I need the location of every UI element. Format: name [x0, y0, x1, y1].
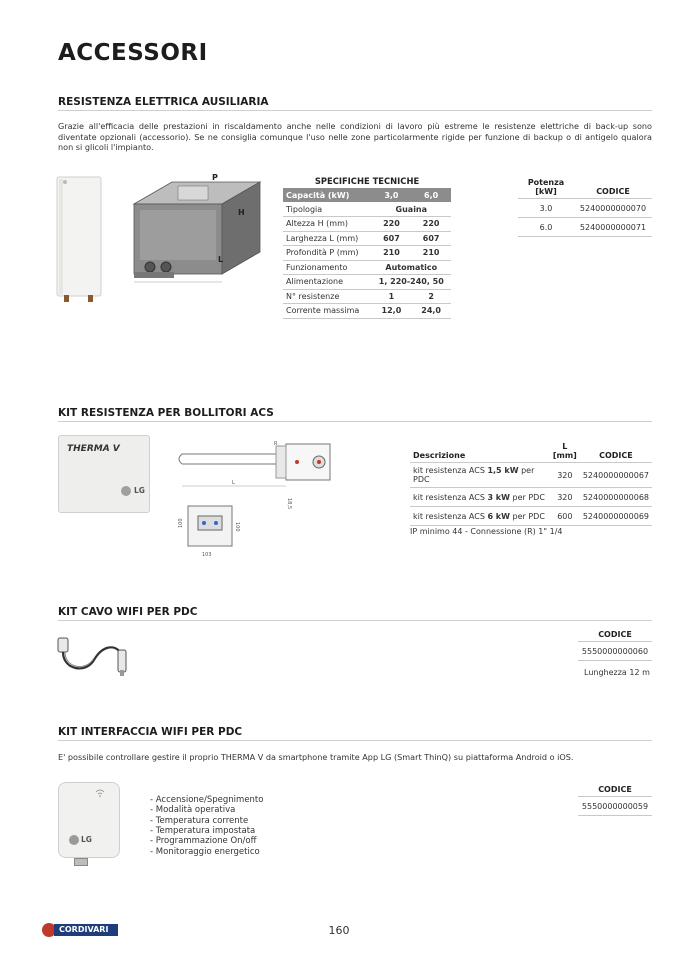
length-value: 600 — [550, 507, 580, 526]
list-item: - Monitoraggio energetico — [150, 846, 260, 857]
power-code-table — [518, 176, 652, 237]
spec-value: 607 — [411, 231, 451, 246]
wifi-cable-code-table — [578, 628, 652, 661]
lg-logo-icon — [121, 486, 131, 496]
spec-label: Tipologia — [283, 202, 372, 217]
desc-prefix: kit resistenza ACS — [413, 511, 488, 521]
spec-table-title: SPECIFICHE TECNICHE — [314, 176, 420, 186]
kit-description — [410, 463, 550, 488]
table-row — [578, 797, 652, 816]
desc-prefix: kit resistenza ACS — [413, 492, 488, 502]
spec-table — [283, 176, 451, 319]
spec-header-6kw: 6,0 — [411, 188, 451, 202]
desc-power: 6 kW — [487, 511, 510, 521]
list-item: - Modalità operativa — [150, 805, 236, 816]
section-title-kit-interfaccia-wifi: KIT INTERFACCIA WIFI PER PDC — [58, 726, 243, 738]
wifi-interface-device-image — [58, 782, 120, 858]
lg-logo-text: LG — [134, 486, 145, 495]
product-code: 5550000000059 — [578, 797, 652, 816]
code-header: CODICE — [578, 628, 652, 642]
section-divider — [58, 421, 652, 422]
spec-row — [283, 304, 451, 319]
spec-value: 210 — [411, 246, 451, 261]
power-header: Potenza [kW] — [518, 176, 574, 199]
dim-label-d4: 103 — [202, 552, 212, 558]
spec-row — [283, 231, 451, 246]
table-row — [578, 642, 652, 661]
spec-label: N° resistenze — [283, 289, 372, 304]
desc-power: 3 kW — [487, 492, 510, 502]
power-value: 3.0 — [518, 199, 574, 218]
section-title-resistenza-ausiliaria: RESISTENZA ELETTRICA AUSILIARIA — [58, 96, 269, 108]
cordivari-logo-text: CORDIVARI — [54, 924, 118, 936]
code-header: CODICE — [574, 176, 652, 199]
dim-label-h: H — [238, 208, 245, 217]
section-divider — [58, 620, 652, 621]
spec-label: Alimentazione — [283, 275, 372, 290]
section-divider — [58, 740, 652, 741]
product-code: 5240000000068 — [580, 488, 652, 507]
spec-label: Profondità P (mm) — [283, 246, 372, 261]
cordivari-logo — [42, 922, 120, 938]
dim-label-l: L — [218, 255, 224, 264]
spec-value: 1 — [372, 289, 412, 304]
spec-value: 24,0 — [411, 304, 451, 319]
table-row — [410, 463, 652, 488]
spec-value: 220 — [372, 217, 412, 232]
spec-label: Funzionamento — [283, 260, 372, 275]
usb-plug — [74, 858, 88, 866]
spec-label: Larghezza L (mm) — [283, 231, 372, 246]
spec-value: 1, 220-240, 50 — [372, 275, 451, 290]
code-header-row — [518, 176, 652, 199]
spec-value: 12,0 — [372, 304, 412, 319]
list-item: - Temperatura impostata — [150, 826, 256, 837]
spec-value: 2 — [411, 289, 451, 304]
page-number: 160 — [328, 924, 350, 937]
spec-value: 220 — [411, 217, 451, 232]
kit-description — [410, 507, 550, 526]
code-header: CODICE — [580, 440, 652, 463]
acs-kit-table — [410, 440, 652, 526]
therma-v-box-image — [58, 435, 150, 513]
wifi-interface-code-table — [578, 783, 652, 816]
desc-prefix: kit resistenza ACS — [413, 466, 488, 475]
spec-value: Guaina — [372, 202, 451, 217]
section-divider — [58, 110, 652, 111]
lg-logo-text: LG — [81, 835, 92, 844]
section-description: Grazie all'efficacia delle prestazioni in riscaldamento anche nelle condizioni di lavoro più estreme le resistenze elettriche di back-up sono diventate opzionali (accessorio). Se ne consiglia comunque l'uso nelle zone particolarmente rigide per funzione di backup o di antigelo qualora non si glicoli l'impianto. — [58, 121, 652, 153]
spec-value: 607 — [372, 231, 412, 246]
spec-row — [283, 246, 451, 261]
spec-header-row — [283, 188, 451, 202]
dim-label-l: L — [232, 480, 235, 486]
product-code: 5240000000071 — [574, 218, 652, 237]
page-title: ACCESSORI — [58, 40, 208, 66]
table-row — [518, 199, 652, 218]
dim-label-d2: 100 — [178, 518, 184, 528]
length-header — [550, 440, 580, 463]
acs-note: IP minimo 44 - Connessione (R) 1" 1/4 — [410, 527, 563, 536]
spec-header-label: Capacità (kW) — [283, 188, 372, 202]
feature-list — [150, 795, 263, 857]
heater-unit-image — [55, 176, 105, 304]
desc-suffix: per PDC — [413, 466, 535, 484]
spec-row — [283, 202, 451, 217]
product-code: 5240000000069 — [580, 507, 652, 526]
section-description: E' possibile controllare gestire il proprio THERMA V da smartphone tramite App LG (Smart ThinQ) su piattaforma Android o iOS. — [58, 752, 574, 762]
spec-value: Automatico — [372, 260, 451, 275]
product-code: 5240000000070 — [574, 199, 652, 218]
code-header-row — [578, 783, 652, 797]
code-header-row — [410, 440, 652, 463]
table-row — [518, 218, 652, 237]
dim-label-d1: 18,5 — [286, 498, 292, 510]
code-header: CODICE — [578, 783, 652, 797]
power-value: 6.0 — [518, 218, 574, 237]
spec-header-3kw: 3,0 — [372, 188, 412, 202]
length-header-unit: [mm] — [552, 451, 577, 460]
spec-value: 210 — [372, 246, 412, 261]
list-item: - Temperatura corrente — [150, 815, 249, 826]
length-value: 320 — [550, 488, 580, 507]
dim-label-d3: 100 — [234, 522, 240, 532]
heater-box-diagram — [128, 172, 268, 292]
section-title-kit-resistenza-acs: KIT RESISTENZA PER BOLLITORI ACS — [58, 407, 274, 419]
list-item: - Accensione/Spegnimento — [150, 795, 264, 805]
table-row — [410, 507, 652, 526]
spec-row — [283, 275, 451, 290]
list-item: - Programmazione On/off — [150, 836, 257, 847]
spec-row — [283, 289, 451, 304]
desc-suffix: per PDC — [509, 511, 545, 521]
wifi-icon — [95, 789, 105, 797]
description-header: Descrizione — [410, 440, 550, 463]
product-code: 5550000000060 — [578, 642, 652, 661]
spec-label: Altezza H (mm) — [283, 217, 372, 232]
product-code: 5240000000067 — [580, 463, 652, 488]
wifi-cable-image — [56, 630, 134, 678]
spec-row — [283, 260, 451, 275]
spec-label: Corrente massima — [283, 304, 372, 319]
dim-label-r: R — [274, 441, 278, 447]
therma-v-brand-label: THERMA V — [67, 444, 120, 454]
cable-length: Lunghezza 12 m — [584, 668, 650, 677]
kit-description — [410, 488, 550, 507]
spec-row — [283, 217, 451, 232]
length-header-label: L — [562, 442, 568, 451]
table-row — [410, 488, 652, 507]
lg-logo-icon — [69, 835, 79, 845]
dim-label-p: P — [212, 173, 218, 182]
heater-rod-diagram — [176, 436, 336, 558]
length-value: 320 — [550, 463, 580, 488]
code-header-row — [578, 628, 652, 642]
desc-power: 1,5 kW — [487, 466, 519, 475]
desc-suffix: per PDC — [509, 492, 545, 502]
section-title-kit-cavo-wifi: KIT CAVO WIFI PER PDC — [58, 606, 198, 618]
